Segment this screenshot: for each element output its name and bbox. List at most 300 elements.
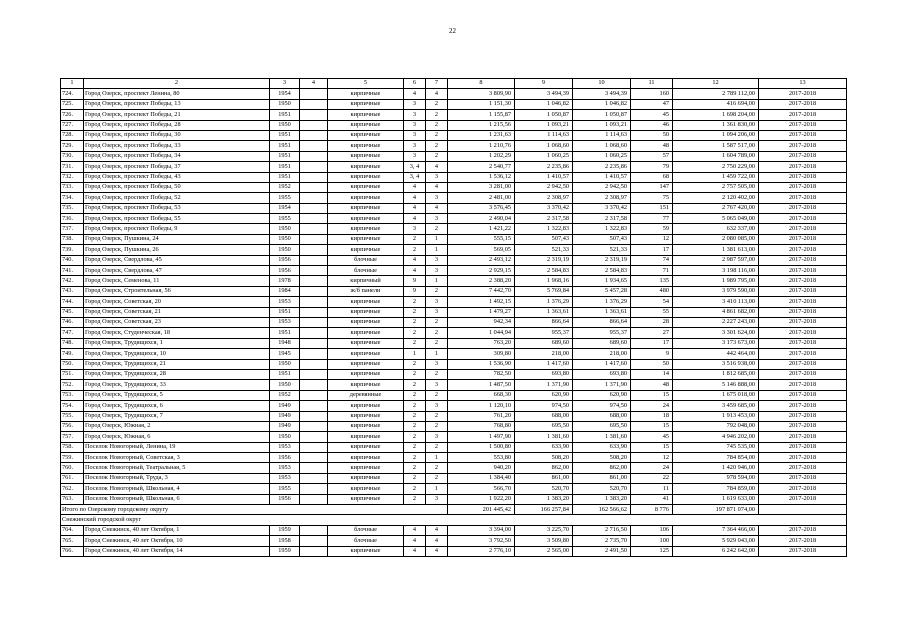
- table-row: [61, 255, 847, 265]
- cell-floors: 2: [404, 473, 426, 483]
- total-c12: 197 871 074,00: [673, 505, 759, 515]
- cell-row-number: 759.: [61, 453, 84, 463]
- cell-address: Город Озерск, Трудящихся, 33: [84, 380, 270, 390]
- cell-row-number: 736.: [61, 214, 84, 224]
- header-cell: 8: [448, 79, 515, 89]
- cell-address: Город Озерск, Студенческая, 18: [84, 328, 270, 338]
- cell-residents: 68: [631, 172, 673, 182]
- cell-repair-period: 2017-2018: [759, 380, 847, 390]
- cell-residential-area: 693,80: [573, 369, 631, 379]
- cell-living-area: 218,00: [515, 349, 573, 359]
- cell-floors: 4: [404, 525, 426, 535]
- cell-residents: 74: [631, 255, 673, 265]
- cell-year-built: 1959: [270, 546, 300, 556]
- table-row: [61, 442, 847, 452]
- cell-total-area: 1 922,20: [448, 494, 515, 504]
- cell-repair-cost: 3 516 938,00: [673, 359, 759, 369]
- cell-wall-material: кирпичные: [328, 99, 404, 109]
- table-row: [61, 224, 847, 234]
- cell-entrances: 2: [426, 224, 448, 234]
- cell-floors: 4: [404, 182, 426, 192]
- cell-repair-period: 2017-2018: [759, 214, 847, 224]
- cell-residents: 160: [631, 89, 673, 99]
- cell-wall-material: кирпичный: [328, 276, 404, 286]
- cell-floors: 9: [404, 276, 426, 286]
- cell-year-built: 1953: [270, 442, 300, 452]
- cell-entrances: 2: [426, 473, 448, 483]
- cell-residents: 147: [631, 182, 673, 192]
- cell-address: Город Озерск, проспект Победы, 34: [84, 151, 270, 161]
- cell-col-4: [300, 411, 328, 421]
- cell-col-4: [300, 214, 328, 224]
- cell-address: Город Озерск, проспект Победы, 13: [84, 99, 270, 109]
- cell-residents: 14: [631, 369, 673, 379]
- table-row: [61, 421, 847, 431]
- cell-year-built: 1945: [270, 349, 300, 359]
- header-cell: 3: [270, 79, 300, 89]
- cell-residents: 55: [631, 307, 673, 317]
- cell-row-number: 726.: [61, 110, 84, 120]
- cell-residential-area: 521,33: [573, 245, 631, 255]
- cell-living-area: 633,90: [515, 442, 573, 452]
- cell-residents: 100: [631, 536, 673, 546]
- cell-total-area: 3 394,00: [448, 525, 515, 535]
- cell-address: Город Озерск, Трудящихся, 6: [84, 401, 270, 411]
- cell-entrances: 4: [426, 162, 448, 172]
- cell-row-number: 729.: [61, 141, 84, 151]
- cell-entrances: 3: [426, 297, 448, 307]
- cell-col-4: [300, 338, 328, 348]
- cell-living-area: 3 225,70: [515, 525, 573, 535]
- cell-living-area: 1 050,87: [515, 110, 573, 120]
- cell-floors: 4: [404, 255, 426, 265]
- table-row: [61, 266, 847, 276]
- cell-residential-area: 620,90: [573, 390, 631, 400]
- cell-living-area: 693,80: [515, 369, 573, 379]
- cell-total-area: 1 492,15: [448, 297, 515, 307]
- table-row: [61, 245, 847, 255]
- cell-residential-area: 689,60: [573, 338, 631, 348]
- cell-residents: 45: [631, 110, 673, 120]
- cell-repair-period: 2017-2018: [759, 432, 847, 442]
- cell-entrances: 1: [426, 245, 448, 255]
- cell-living-area: 5 769,84: [515, 286, 573, 296]
- cell-repair-cost: 3 173 673,00: [673, 338, 759, 348]
- cell-entrances: 2: [426, 338, 448, 348]
- cell-residential-area: 974,50: [573, 401, 631, 411]
- cell-living-area: 1 417,60: [515, 359, 573, 369]
- table-row: [61, 172, 847, 182]
- cell-repair-period: 2017-2018: [759, 234, 847, 244]
- cell-entrances: 1: [426, 234, 448, 244]
- cell-residents: 28: [631, 317, 673, 327]
- cell-residential-area: 633,90: [573, 442, 631, 452]
- cell-total-area: 309,80: [448, 349, 515, 359]
- total-c8: 201 445,42: [448, 505, 515, 515]
- cell-floors: 2: [404, 494, 426, 504]
- cell-floors: 3, 4: [404, 172, 426, 182]
- cell-repair-cost: 784 859,00: [673, 484, 759, 494]
- cell-address: Поселок Новогорный, Советская, 3: [84, 453, 270, 463]
- cell-row-number: 743.: [61, 286, 84, 296]
- cell-repair-period: 2017-2018: [759, 453, 847, 463]
- cell-repair-period: 2017-2018: [759, 203, 847, 213]
- cell-residents: 48: [631, 141, 673, 151]
- cell-repair-cost: 1 989 795,00: [673, 276, 759, 286]
- total-label: Итого по Озерскому городскому округу: [61, 505, 448, 515]
- cell-total-area: 1 155,87: [448, 110, 515, 120]
- cell-living-area: 521,33: [515, 245, 573, 255]
- cell-col-4: [300, 380, 328, 390]
- header-cell: 1: [61, 79, 84, 89]
- table-row: [61, 203, 847, 213]
- cell-repair-cost: 2 987 597,00: [673, 255, 759, 265]
- cell-floors: 4: [404, 193, 426, 203]
- cell-floors: 2: [404, 401, 426, 411]
- header-cell: 4: [300, 79, 328, 89]
- cell-repair-cost: 2 750 229,00: [673, 162, 759, 172]
- cell-total-area: 1 151,30: [448, 99, 515, 109]
- cell-wall-material: кирпичные: [328, 421, 404, 431]
- cell-col-4: [300, 494, 328, 504]
- cell-entrances: 3: [426, 401, 448, 411]
- cell-residential-area: 2 735,70: [573, 536, 631, 546]
- cell-living-area: 3 494,39: [515, 89, 573, 99]
- housing-register-table: [60, 78, 847, 557]
- header-cell: 5: [328, 79, 404, 89]
- cell-year-built: 1984: [270, 286, 300, 296]
- cell-year-built: 1949: [270, 421, 300, 431]
- cell-year-built: 1955: [270, 193, 300, 203]
- cell-repair-period: 2017-2018: [759, 338, 847, 348]
- cell-repair-period: 2017-2018: [759, 89, 847, 99]
- cell-col-4: [300, 89, 328, 99]
- cell-entrances: 2: [426, 328, 448, 338]
- cell-repair-cost: 2 080 085,00: [673, 234, 759, 244]
- cell-address: Город Озерск, проспект Победы, 43: [84, 172, 270, 182]
- cell-col-4: [300, 99, 328, 109]
- cell-entrances: 3: [426, 266, 448, 276]
- cell-floors: 2: [404, 463, 426, 473]
- cell-col-4: [300, 266, 328, 276]
- cell-floors: 2: [404, 421, 426, 431]
- cell-col-4: [300, 453, 328, 463]
- cell-address: Город Озерск, проспект Победы, 30: [84, 130, 270, 140]
- cell-year-built: 1951: [270, 110, 300, 120]
- cell-total-area: 555,15: [448, 234, 515, 244]
- cell-total-area: 1 500,80: [448, 442, 515, 452]
- cell-residents: 47: [631, 99, 673, 109]
- cell-repair-cost: 784 854,00: [673, 453, 759, 463]
- cell-repair-cost: 2 757 505,00: [673, 182, 759, 192]
- cell-residents: 54: [631, 297, 673, 307]
- cell-living-area: 1 093,21: [515, 120, 573, 130]
- cell-residents: 9: [631, 349, 673, 359]
- table-row: [61, 432, 847, 442]
- table-row: [61, 317, 847, 327]
- table-row: [61, 234, 847, 244]
- cell-row-number: 760.: [61, 463, 84, 473]
- table-row: [61, 182, 847, 192]
- column-number-header: [61, 79, 847, 89]
- cell-year-built: 1950: [270, 99, 300, 109]
- cell-address: Город Озерск, проспект Победы, 55: [84, 214, 270, 224]
- cell-col-4: [300, 473, 328, 483]
- cell-entrances: 4: [426, 536, 448, 546]
- cell-year-built: 1951: [270, 307, 300, 317]
- cell-year-built: 1952: [270, 390, 300, 400]
- cell-wall-material: кирпичные: [328, 193, 404, 203]
- table-row: [61, 369, 847, 379]
- cell-repair-cost: 1 698 204,00: [673, 110, 759, 120]
- cell-row-number: 731.: [61, 162, 84, 172]
- cell-year-built: 1951: [270, 162, 300, 172]
- cell-entrances: 4: [426, 525, 448, 535]
- cell-repair-cost: 632 337,00: [673, 224, 759, 234]
- cell-residents: 79: [631, 162, 673, 172]
- cell-floors: 3: [404, 120, 426, 130]
- page-number: 22: [449, 27, 456, 35]
- table-row: [61, 494, 847, 504]
- cell-year-built: 1953: [270, 317, 300, 327]
- header-cell: 12: [673, 79, 759, 89]
- cell-entrances: 2: [426, 463, 448, 473]
- cell-repair-period: 2017-2018: [759, 359, 847, 369]
- cell-total-area: 1 210,76: [448, 141, 515, 151]
- section-title: Снежинский городской округ: [61, 515, 847, 525]
- cell-living-area: 1 114,63: [515, 130, 573, 140]
- cell-repair-period: 2017-2018: [759, 255, 847, 265]
- cell-year-built: 1951: [270, 151, 300, 161]
- cell-row-number: 749.: [61, 349, 84, 359]
- cell-wall-material: кирпичные: [328, 234, 404, 244]
- cell-residential-area: 520,70: [573, 484, 631, 494]
- cell-wall-material: кирпичные: [328, 463, 404, 473]
- cell-residents: 106: [631, 525, 673, 535]
- cell-wall-material: кирпичные: [328, 162, 404, 172]
- cell-entrances: 2: [426, 151, 448, 161]
- cell-address: Город Озерск, проспект Победы, 52: [84, 193, 270, 203]
- cell-residential-area: 861,00: [573, 473, 631, 483]
- cell-floors: 3: [404, 224, 426, 234]
- total-row: [61, 505, 847, 515]
- cell-total-area: 1 231,63: [448, 130, 515, 140]
- cell-wall-material: кирпичные: [328, 317, 404, 327]
- cell-total-area: 566,70: [448, 484, 515, 494]
- cell-living-area: 2 319,19: [515, 255, 573, 265]
- cell-repair-period: 2017-2018: [759, 193, 847, 203]
- cell-wall-material: кирпичные: [328, 172, 404, 182]
- cell-row-number: 738.: [61, 234, 84, 244]
- cell-wall-material: кирпичные: [328, 130, 404, 140]
- cell-living-area: 2 942,50: [515, 182, 573, 192]
- cell-repair-period: 2017-2018: [759, 369, 847, 379]
- cell-living-area: 1 381,60: [515, 432, 573, 442]
- cell-repair-cost: 3 979 590,00: [673, 286, 759, 296]
- cell-repair-period: 2017-2018: [759, 546, 847, 556]
- cell-floors: 9: [404, 286, 426, 296]
- table-row: [61, 453, 847, 463]
- cell-total-area: 1 487,50: [448, 380, 515, 390]
- cell-residential-area: 2 716,50: [573, 525, 631, 535]
- cell-living-area: 2 308,97: [515, 193, 573, 203]
- cell-residential-area: 2 317,58: [573, 214, 631, 224]
- cell-living-area: 520,70: [515, 484, 573, 494]
- cell-wall-material: кирпичные: [328, 349, 404, 359]
- cell-repair-period: 2017-2018: [759, 266, 847, 276]
- cell-living-area: 1 968,16: [515, 276, 573, 286]
- cell-total-area: 2 540,77: [448, 162, 515, 172]
- cell-residents: 59: [631, 224, 673, 234]
- cell-wall-material: деревянные: [328, 390, 404, 400]
- cell-total-area: 3 281,00: [448, 182, 515, 192]
- cell-repair-period: 2017-2018: [759, 494, 847, 504]
- cell-residential-area: 2 942,50: [573, 182, 631, 192]
- cell-wall-material: кирпичные: [328, 203, 404, 213]
- cell-residential-area: 1 060,25: [573, 151, 631, 161]
- cell-col-4: [300, 328, 328, 338]
- cell-col-4: [300, 130, 328, 140]
- cell-floors: 4: [404, 214, 426, 224]
- cell-residents: 45: [631, 432, 673, 442]
- cell-floors: 4: [404, 266, 426, 276]
- cell-total-area: 761,20: [448, 411, 515, 421]
- cell-col-4: [300, 276, 328, 286]
- cell-entrances: 2: [426, 99, 448, 109]
- cell-year-built: 1952: [270, 182, 300, 192]
- cell-row-number: 741.: [61, 266, 84, 276]
- cell-wall-material: кирпичные: [328, 151, 404, 161]
- cell-year-built: 1951: [270, 172, 300, 182]
- cell-total-area: 1 536,12: [448, 172, 515, 182]
- cell-address: Город Озерск, Советская, 23: [84, 317, 270, 327]
- cell-floors: 2: [404, 432, 426, 442]
- cell-col-4: [300, 224, 328, 234]
- cell-floors: 2: [404, 369, 426, 379]
- table-row: [61, 484, 847, 494]
- cell-address: Город Озерск, проспект Победы, 37: [84, 162, 270, 172]
- cell-repair-period: 2017-2018: [759, 525, 847, 535]
- cell-repair-period: 2017-2018: [759, 110, 847, 120]
- cell-residents: 41: [631, 494, 673, 504]
- cell-total-area: 2 490,04: [448, 214, 515, 224]
- cell-entrances: 3: [426, 255, 448, 265]
- table-row: [61, 463, 847, 473]
- cell-wall-material: кирпичные: [328, 546, 404, 556]
- cell-residential-area: 1 417,60: [573, 359, 631, 369]
- cell-residential-area: 508,20: [573, 453, 631, 463]
- cell-repair-cost: 1 420 946,00: [673, 463, 759, 473]
- header-cell: 6: [404, 79, 426, 89]
- cell-col-4: [300, 317, 328, 327]
- cell-address: Город Озерск, проспект Победы, 21: [84, 110, 270, 120]
- cell-total-area: 940,20: [448, 463, 515, 473]
- cell-floors: 2: [404, 328, 426, 338]
- cell-residents: 12: [631, 453, 673, 463]
- cell-entrances: 3: [426, 380, 448, 390]
- cell-floors: 3: [404, 151, 426, 161]
- table-row: [61, 276, 847, 286]
- cell-total-area: 1 202,29: [448, 151, 515, 161]
- cell-repair-cost: 2 227 243,00: [673, 317, 759, 327]
- cell-residents: 24: [631, 463, 673, 473]
- cell-residential-area: 862,00: [573, 463, 631, 473]
- cell-row-number: 730.: [61, 151, 84, 161]
- cell-address: Город Озерск, Свердлова, 45: [84, 255, 270, 265]
- cell-total-area: 782,50: [448, 369, 515, 379]
- cell-residential-area: 507,43: [573, 234, 631, 244]
- cell-residents: 15: [631, 421, 673, 431]
- cell-year-built: 1955: [270, 484, 300, 494]
- table-row: [61, 411, 847, 421]
- cell-wall-material: кирпичные: [328, 401, 404, 411]
- cell-row-number: 735.: [61, 203, 84, 213]
- cell-wall-material: блочные: [328, 525, 404, 535]
- cell-address: Город Озерск, Трудящихся, 28: [84, 369, 270, 379]
- cell-living-area: 2 317,58: [515, 214, 573, 224]
- cell-living-area: 862,00: [515, 463, 573, 473]
- cell-repair-period: 2017-2018: [759, 349, 847, 359]
- cell-total-area: 668,30: [448, 390, 515, 400]
- cell-living-area: 620,90: [515, 390, 573, 400]
- cell-row-number: 766.: [61, 546, 84, 556]
- cell-wall-material: блочные: [328, 266, 404, 276]
- cell-repair-cost: 745 535,00: [673, 442, 759, 452]
- cell-col-4: [300, 151, 328, 161]
- cell-residents: 57: [631, 151, 673, 161]
- cell-entrances: 3: [426, 214, 448, 224]
- cell-col-4: [300, 401, 328, 411]
- cell-repair-cost: 3 198 116,00: [673, 266, 759, 276]
- cell-address: Город Озерск, проспект Победы, 33: [84, 141, 270, 151]
- cell-row-number: 732.: [61, 172, 84, 182]
- cell-total-area: 569,05: [448, 245, 515, 255]
- cell-address: Город Снежинск, 40 лет Октября, 14: [84, 546, 270, 556]
- cell-row-number: 725.: [61, 99, 84, 109]
- cell-total-area: 1 120,10: [448, 401, 515, 411]
- cell-year-built: 1958: [270, 536, 300, 546]
- cell-living-area: 1 363,61: [515, 307, 573, 317]
- cell-floors: 2: [404, 359, 426, 369]
- cell-year-built: 1950: [270, 380, 300, 390]
- cell-floors: 4: [404, 89, 426, 99]
- cell-row-number: 727.: [61, 120, 84, 130]
- cell-total-area: 763,20: [448, 338, 515, 348]
- table-row: [61, 473, 847, 483]
- cell-col-4: [300, 245, 328, 255]
- cell-entrances: 2: [426, 390, 448, 400]
- cell-residential-area: 2 491,50: [573, 546, 631, 556]
- cell-year-built: 1956: [270, 266, 300, 276]
- cell-address: Город Озерск, Советская, 20: [84, 297, 270, 307]
- cell-year-built: 1951: [270, 141, 300, 151]
- cell-wall-material: ж/б панели: [328, 286, 404, 296]
- cell-residents: 12: [631, 234, 673, 244]
- cell-repair-cost: 1 812 685,00: [673, 369, 759, 379]
- cell-residential-area: 1 383,20: [573, 494, 631, 504]
- cell-repair-period: 2017-2018: [759, 286, 847, 296]
- cell-residential-area: 1 934,65: [573, 276, 631, 286]
- cell-entrances: 2: [426, 120, 448, 130]
- cell-repair-cost: 5 929 043,00: [673, 536, 759, 546]
- cell-living-area: 2 565,00: [515, 546, 573, 556]
- cell-year-built: 1949: [270, 401, 300, 411]
- header-cell: 13: [759, 79, 847, 89]
- cell-entrances: 4: [426, 203, 448, 213]
- cell-total-area: 2 776,10: [448, 546, 515, 556]
- cell-entrances: 2: [426, 110, 448, 120]
- cell-wall-material: кирпичные: [328, 411, 404, 421]
